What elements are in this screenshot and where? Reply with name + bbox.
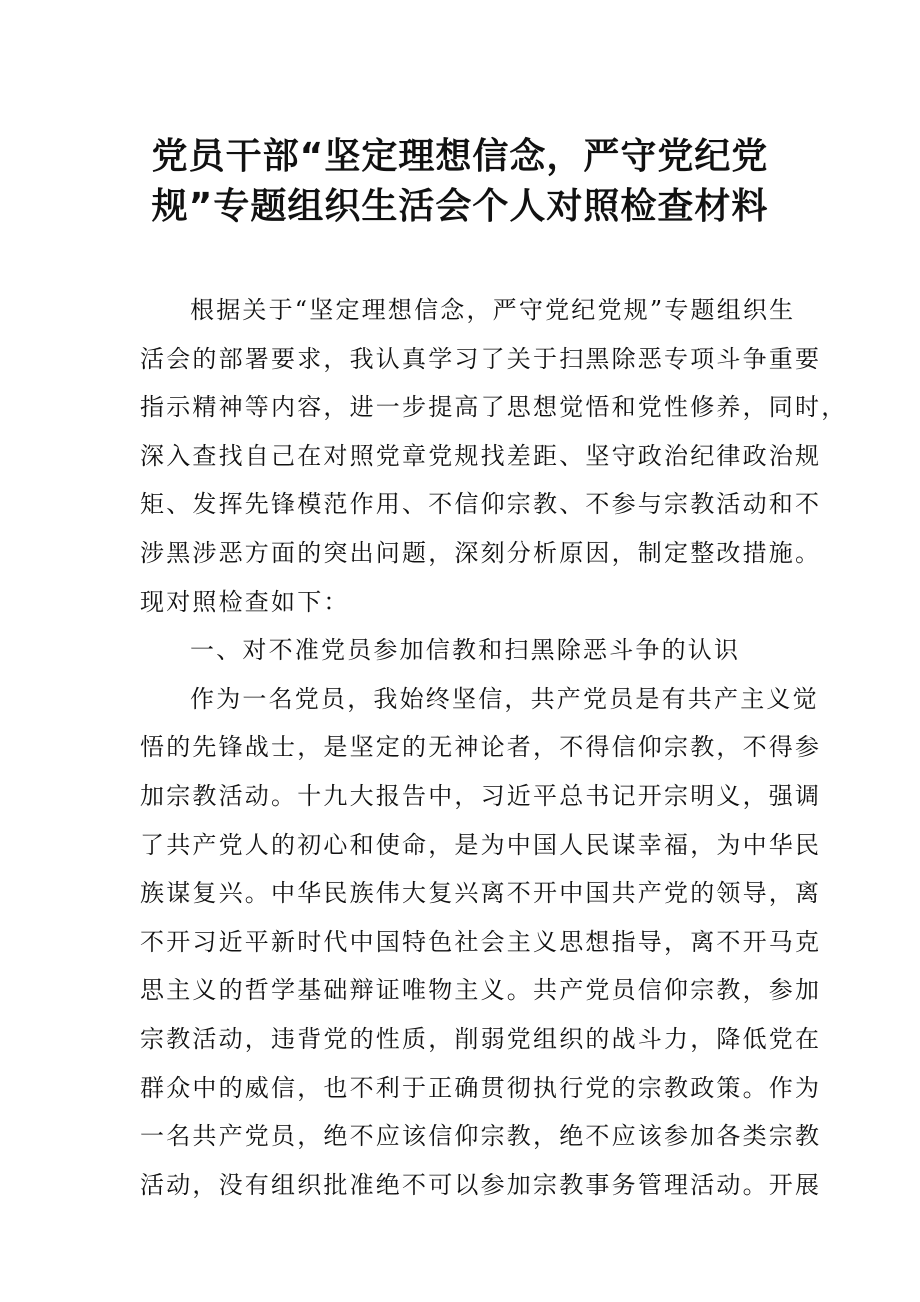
title-line: 党员干部“坚定理想信念，严守党纪党 [151,136,769,177]
paragraph-line: 现对照检查如下： [140,587,350,616]
paragraph-line: 指示精神等内容，进一步提高了思想觉悟和党性修养，同时， [140,393,848,422]
paragraph-line: 矩、发挥先锋模范作用、不信仰宗教、不参与宗教活动和不 [140,490,822,519]
paragraph-line: 一名共产党员，绝不应该信仰宗教，绝不应该参加各类宗教 [140,1122,822,1151]
section-heading: 一、对不准党员参加信教和扫黑除恶斗争的认识 [190,636,741,665]
document-title [120,132,800,232]
paragraph-line: 群众中的威信，也不利于正确贯彻执行党的宗教政策。作为 [140,1073,822,1102]
paragraph-line: 加宗教活动。十九大报告中，习近平总书记开宗明义，强调 [140,781,822,810]
paragraph-line: 涉黑涉恶方面的突出问题，深刻分析原因，制定整改措施。 [140,538,822,567]
paragraph-line: 活动，没有组织批准绝不可以参加宗教事务管理活动。开展 [140,1170,822,1199]
paragraph-line: 悟的先锋战士，是坚定的无神论者，不得信仰宗教，不得参 [140,733,822,762]
paragraph-line: 族谋复兴。中华民族伟大复兴离不开中国共产党的领导，离 [140,879,822,908]
paragraph-line: 深入查找自己在对照党章党规找差距、坚守政治纪律政治规 [140,441,822,470]
paragraph-line: 根据关于“坚定理想信念，严守党纪党规”专题组织生 [190,296,796,324]
document-body [140,286,848,1209]
paragraph-line: 了共产党人的初心和使命，是为中国人民谋幸福，为中华民 [140,830,822,859]
paragraph-line: 作为一名党员，我始终坚信，共产党员是有共产主义觉 [190,684,819,713]
title-line: 规”专题组织生活会个人对照检查材料 [151,186,769,227]
paragraph-line: 思主义的哲学基础辩证唯物主义。共产党员信仰宗教，参加 [140,976,822,1005]
paragraph-line: 活会的部署要求，我认真学习了关于扫黑除恶专项斗争重要 [140,344,822,373]
paragraph-line: 不开习近平新时代中国特色社会主义思想指导，离不开马克 [140,927,822,956]
paragraph-line: 宗教活动，违背党的性质，削弱党组织的战斗力，降低党在 [140,1024,822,1053]
